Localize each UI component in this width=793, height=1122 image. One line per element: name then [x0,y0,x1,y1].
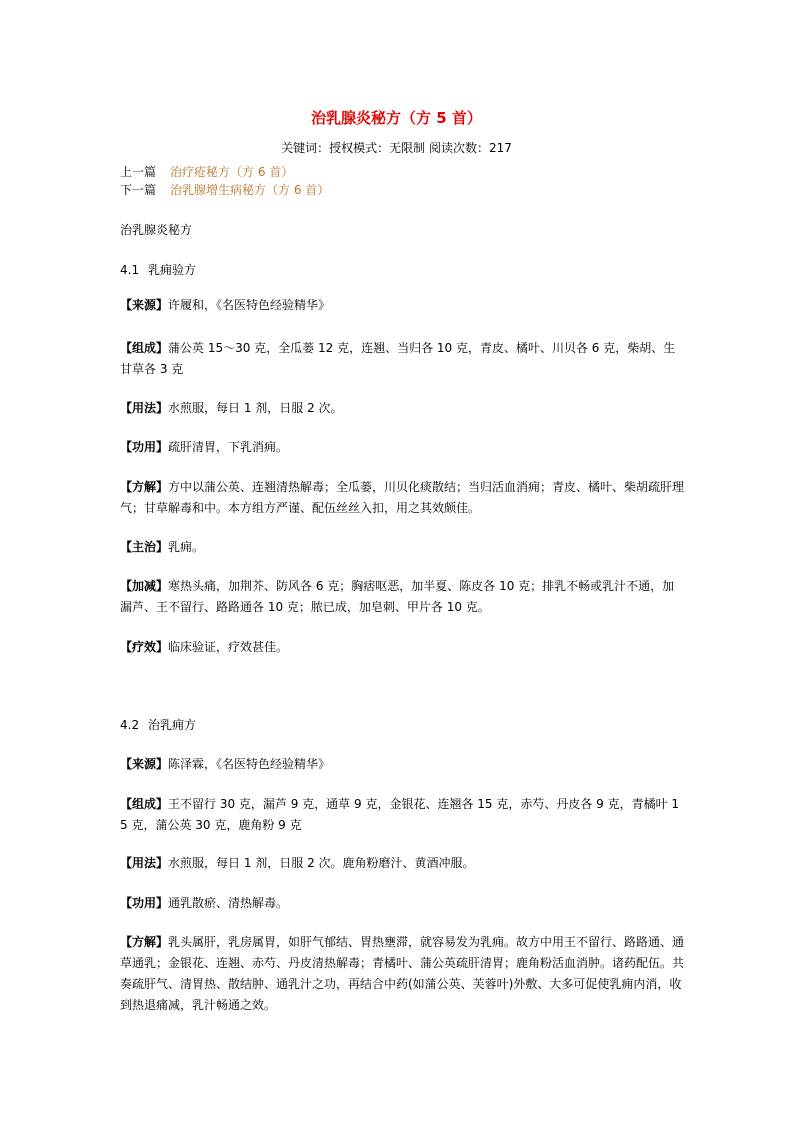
item-tag: 【来源】 [120,757,169,771]
item-text: 乳头属肝，乳房属胃，如肝气郁结、胃热壅滞，就容易发为乳痈。故方中用王不留行、路路通、通草通乳；金银花、连翘、赤芍、丹皮清热解毒；青橘叶、蒲公英疏肝清胃；鹿角粉活血消肿。诸药配伍。共奏疏肝气、清胃热、散结肿、通乳汁之功，再结合中药(如蒲公英、芙蓉叶)外敷、大多可促使乳痈内消，收到热退痛减，乳汁畅通之效。 [120,935,685,1012]
section-name: 乳痈验方 [148,263,197,277]
item-tag: 【组成】 [120,797,169,811]
document-heading: 治乳腺炎秘方 [120,223,193,237]
item-text: 王不留行 30 克，漏芦 9 克，通草 9 克，金银花、连翘各 15 克，赤芍、丹皮各 9 克，青橘叶 15 克，蒲公英 30 克，鹿角粉 9 克 [120,797,680,832]
item-text: 通乳散瘀、清热解毒。 [168,896,289,910]
next-label: 下一篇 [120,183,157,197]
section-name: 治乳痈方 [148,718,197,732]
section-title [120,262,196,278]
item-text: 陈泽霖，《名医特色经验精华》 [168,757,331,771]
prev-article-nav [120,164,293,180]
recipe-function [120,893,685,914]
next-article-nav [120,182,329,198]
article-meta: 关键词：授权模式：无限制 阅读次数：217 [281,141,512,155]
item-tag: 【用法】 [120,401,169,415]
recipe-source [120,754,685,775]
item-tag: 【方解】 [120,935,169,949]
item-tag: 【加减】 [120,579,169,593]
recipe-composition [120,338,685,380]
recipe-efficacy [120,637,685,658]
item-tag: 【主治】 [120,540,169,554]
prev-article-link[interactable]: 治疗疮秘方（方 6 首） [170,165,294,179]
item-tag: 【疗效】 [120,640,169,654]
recipe-composition [120,794,685,836]
item-tag: 【功用】 [120,896,169,910]
recipe-indication [120,537,685,558]
page-title: 治乳腺炎秘方（方 5 首） [311,109,482,127]
item-text: 方中以蒲公英、连翘清热解毒；全瓜蒌，川贝化痰散结；当归活血消痈；青皮、橘叶、柴胡疏肝理气；甘草解毒和中。本方组方严谨、配伍丝丝入扣，用之其效颇佳。 [120,480,685,515]
item-text: 水煎服，每日 1 剂，日服 2 次。鹿角粉磨汁、黄酒冲服。 [168,856,475,870]
item-text: 许履和，《名医特色经验精华》 [168,298,331,312]
item-text: 蒲公英 15～30 克，全瓜蒌 12 克，连翘、当归各 10 克，青皮、橘叶、川贝各 6 克，柴胡、生甘草各 3 克 [120,341,676,376]
prev-label: 上一篇 [120,165,157,179]
recipe-source [120,295,685,316]
item-tag: 【用法】 [120,856,169,870]
recipe-function [120,437,685,458]
item-tag: 【方解】 [120,480,169,494]
section-title [120,717,196,733]
next-article-link[interactable]: 治乳腺增生病秘方（方 6 首） [170,183,330,197]
item-tag: 【功用】 [120,440,169,454]
section-number: 4.1 [120,263,140,277]
recipe-modification [120,576,685,618]
item-text: 临床验证，疗效甚佳。 [168,640,289,654]
item-tag: 【来源】 [120,298,169,312]
item-text: 水煎服，每日 1 剂，日服 2 次。 [168,401,343,415]
item-text: 寒热头痛，加荆芥、防风各 6 克；胸痞呕恶，加半夏、陈皮各 10 克；排乳不畅或乳汁不通，加漏芦、王不留行、路路通各 10 克；脓已成，加皂刺、甲片各 10 克。 [120,579,675,614]
recipe-explanation [120,932,685,1016]
item-text: 乳痈。 [168,540,205,554]
recipe-explanation [120,477,685,519]
section-number: 4.2 [120,718,140,732]
item-tag: 【组成】 [120,341,169,355]
recipe-usage [120,853,685,874]
recipe-usage [120,398,685,419]
item-text: 疏肝清胃，下乳消痈。 [168,440,289,454]
